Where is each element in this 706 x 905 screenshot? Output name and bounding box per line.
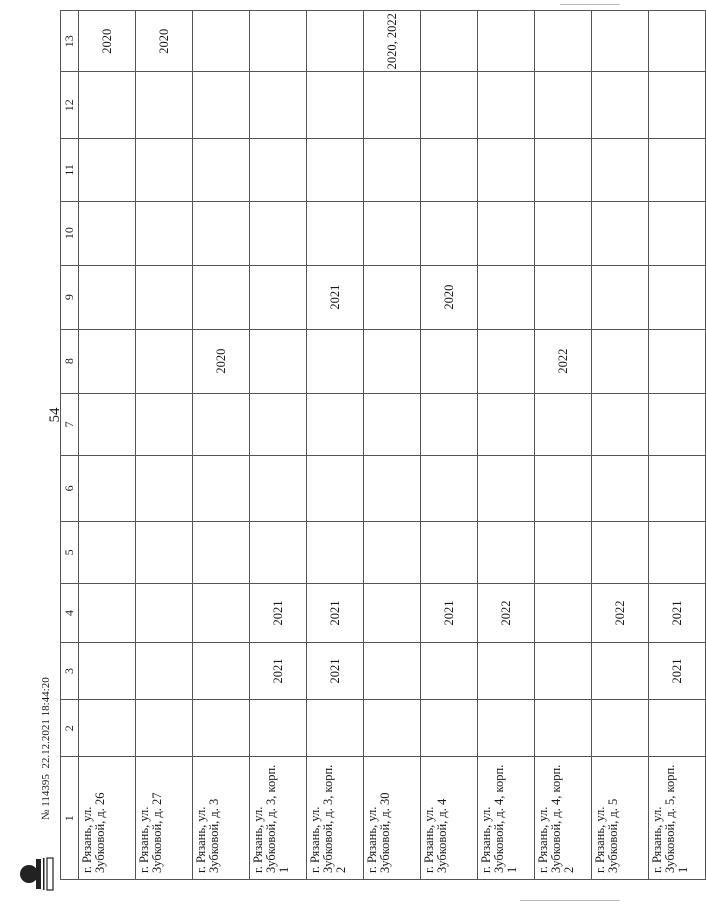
year-cell-c8: 2022 [535,329,592,393]
schedule-table [60,10,706,880]
column-header-5: 5 [61,521,79,584]
year-cell-c2 [250,700,307,757]
year-cell-c10 [250,201,307,265]
year-cell-c12 [250,72,307,139]
table-body [79,11,706,880]
year-cell-c6 [649,456,706,521]
column-header-13: 13 [61,11,79,72]
year-cell-c11 [535,139,592,202]
year-cell-c13: 2020 [136,11,193,72]
year-cell-c6 [592,456,649,521]
year-cell-c5 [307,521,364,584]
year-cell-c13 [250,11,307,72]
year-cell-c5 [421,521,478,584]
year-cell-c3 [421,642,478,699]
year-cell-c2 [136,700,193,757]
year-cell-c5 [535,521,592,584]
year-cell-c3 [535,642,592,699]
year-cell-c7 [592,393,649,456]
column-header-8: 8 [61,329,79,393]
year-cell-c2 [79,700,136,757]
table-row [79,11,136,880]
scan-edge-mark [560,4,620,5]
year-cell-c5 [250,521,307,584]
year-cell-c13: 2020, 2022 [364,11,421,72]
table-row [307,11,364,880]
column-header-2: 2 [61,700,79,757]
table-row [193,11,250,880]
year-cell-c9: 2020 [421,265,478,329]
year-cell-c12 [79,72,136,139]
year-cell-c13 [649,11,706,72]
year-cell-c3: 2021 [250,642,307,699]
address-cell: г. Рязань, ул. Зубковой, д. 5, корп. 1 [649,757,706,880]
page-number: 54 [47,407,63,423]
year-cell-c7 [79,393,136,456]
year-cell-c13 [478,11,535,72]
year-cell-c10 [79,201,136,265]
year-cell-c6 [250,456,307,521]
year-cell-c9 [592,265,649,329]
address-cell: г. Рязань, ул. Зубковой, д. 30 [364,757,421,880]
address-cell: г. Рязань, ул. Зубковой, д. 3 [193,757,250,880]
year-cell-c13 [592,11,649,72]
year-cell-c4: 2021 [250,584,307,643]
year-cell-c13 [307,11,364,72]
year-cell-c3 [136,642,193,699]
column-header-1: 1 [61,757,79,880]
year-cell-c3 [592,642,649,699]
column-header-7: 7 [61,393,79,456]
address-cell: г. Рязань, ул. Зубковой, д. 26 [79,757,136,880]
year-cell-c8 [364,329,421,393]
year-cell-c7 [136,393,193,456]
year-cell-c13 [421,11,478,72]
year-cell-c11 [592,139,649,202]
year-cell-c5 [649,521,706,584]
year-cell-c2 [592,700,649,757]
year-cell-c12 [649,72,706,139]
year-cell-c8 [421,329,478,393]
year-cell-c12 [535,72,592,139]
year-cell-c9 [250,265,307,329]
year-cell-c3 [79,642,136,699]
year-cell-c5 [478,521,535,584]
column-header-3: 3 [61,642,79,699]
column-header-6: 6 [61,456,79,521]
year-cell-c12 [592,72,649,139]
address-cell: г. Рязань, ул. Зубковой, д. 3, корп. 2 [307,757,364,880]
year-cell-c6 [478,456,535,521]
year-cell-c8 [478,329,535,393]
year-cell-c7 [478,393,535,456]
header-row [61,11,79,880]
year-cell-c12 [364,72,421,139]
year-cell-c4 [136,584,193,643]
year-cell-c2 [421,700,478,757]
year-cell-c11 [649,139,706,202]
year-cell-c9 [79,265,136,329]
column-header-10: 10 [61,201,79,265]
year-cell-c4: 2021 [421,584,478,643]
stamp-area [10,845,65,900]
year-cell-c8 [79,329,136,393]
year-cell-c6 [193,456,250,521]
year-cell-c4 [193,584,250,643]
year-cell-c4: 2022 [592,584,649,643]
year-cell-c6 [421,456,478,521]
year-cell-c11 [193,139,250,202]
year-cell-c10 [478,201,535,265]
year-cell-c2 [535,700,592,757]
doc-timestamp: 22.12.2021 18:44:20 [40,677,52,769]
year-cell-c11 [307,139,364,202]
year-cell-c12 [307,72,364,139]
year-cell-c9 [193,265,250,329]
column-header-11: 11 [61,139,79,202]
year-cell-c9 [136,265,193,329]
year-cell-c9 [364,265,421,329]
address-cell: г. Рязань, ул. Зубковой, д. 5 [592,757,649,880]
year-cell-c10 [364,201,421,265]
doc-number: № 114395 [40,774,52,820]
year-cell-c6 [307,456,364,521]
year-cell-c4: 2022 [478,584,535,643]
address-cell: г. Рязань, ул. Зубковой, д. 4 [421,757,478,880]
year-cell-c13 [535,11,592,72]
table-row [535,11,592,880]
year-cell-c7 [535,393,592,456]
address-cell: г. Рязань, ул. Зубковой, д. 4, корп. 2 [535,757,592,880]
year-cell-c5 [193,521,250,584]
document-footer [40,677,52,820]
table-row [250,11,307,880]
year-cell-c6 [364,456,421,521]
year-cell-c12 [193,72,250,139]
year-cell-c7 [421,393,478,456]
year-cell-c7 [307,393,364,456]
seal-logo-icon [14,852,58,896]
year-cell-c3 [193,642,250,699]
year-cell-c12 [421,72,478,139]
table-row [136,11,193,880]
year-cell-c9 [649,265,706,329]
year-cell-c4 [535,584,592,643]
year-cell-c4: 2021 [307,584,364,643]
year-cell-c9 [478,265,535,329]
year-cell-c6 [79,456,136,521]
table-row [421,11,478,880]
table-row [364,11,421,880]
year-cell-c8 [136,329,193,393]
year-cell-c13: 2020 [79,11,136,72]
year-cell-c5 [592,521,649,584]
year-cell-c5 [364,521,421,584]
year-cell-c12 [478,72,535,139]
year-cell-c8 [307,329,364,393]
year-cell-c10 [592,201,649,265]
year-cell-c3 [478,642,535,699]
rotated-page [0,10,690,880]
table-row [592,11,649,880]
year-cell-c10 [307,201,364,265]
year-cell-c7 [193,393,250,456]
table-row [649,11,706,880]
year-cell-c6 [535,456,592,521]
year-cell-c8 [592,329,649,393]
year-cell-c5 [136,521,193,584]
year-cell-c10 [193,201,250,265]
column-header-12: 12 [61,72,79,139]
year-cell-c11 [250,139,307,202]
year-cell-c8 [649,329,706,393]
column-header-4: 4 [61,584,79,643]
year-cell-c2 [649,700,706,757]
year-cell-c4: 2021 [649,584,706,643]
address-cell: г. Рязань, ул. Зубковой, д. 27 [136,757,193,880]
year-cell-c7 [250,393,307,456]
address-cell: г. Рязань, ул. Зубковой, д. 3, корп. 1 [250,757,307,880]
year-cell-c7 [364,393,421,456]
year-cell-c3: 2021 [307,642,364,699]
year-cell-c9: 2021 [307,265,364,329]
year-cell-c11 [421,139,478,202]
year-cell-c7 [649,393,706,456]
year-cell-c2 [307,700,364,757]
year-cell-c10 [649,201,706,265]
year-cell-c10 [421,201,478,265]
column-header-9: 9 [61,265,79,329]
address-cell: г. Рязань, ул. Зубковой, д. 4, корп. 1 [478,757,535,880]
year-cell-c10 [136,201,193,265]
year-cell-c8 [250,329,307,393]
year-cell-c10 [535,201,592,265]
year-cell-c4 [364,584,421,643]
year-cell-c3 [364,642,421,699]
scan-edge-mark [520,900,620,901]
year-cell-c11 [79,139,136,202]
year-cell-c11 [136,139,193,202]
year-cell-c2 [364,700,421,757]
year-cell-c12 [136,72,193,139]
year-cell-c5 [79,521,136,584]
year-cell-c11 [478,139,535,202]
year-cell-c9 [535,265,592,329]
year-cell-c13 [193,11,250,72]
year-cell-c2 [193,700,250,757]
year-cell-c11 [364,139,421,202]
table-row [478,11,535,880]
year-cell-c4 [79,584,136,643]
year-cell-c2 [478,700,535,757]
year-cell-c6 [136,456,193,521]
year-cell-c3: 2021 [649,642,706,699]
year-cell-c8: 2020 [193,329,250,393]
